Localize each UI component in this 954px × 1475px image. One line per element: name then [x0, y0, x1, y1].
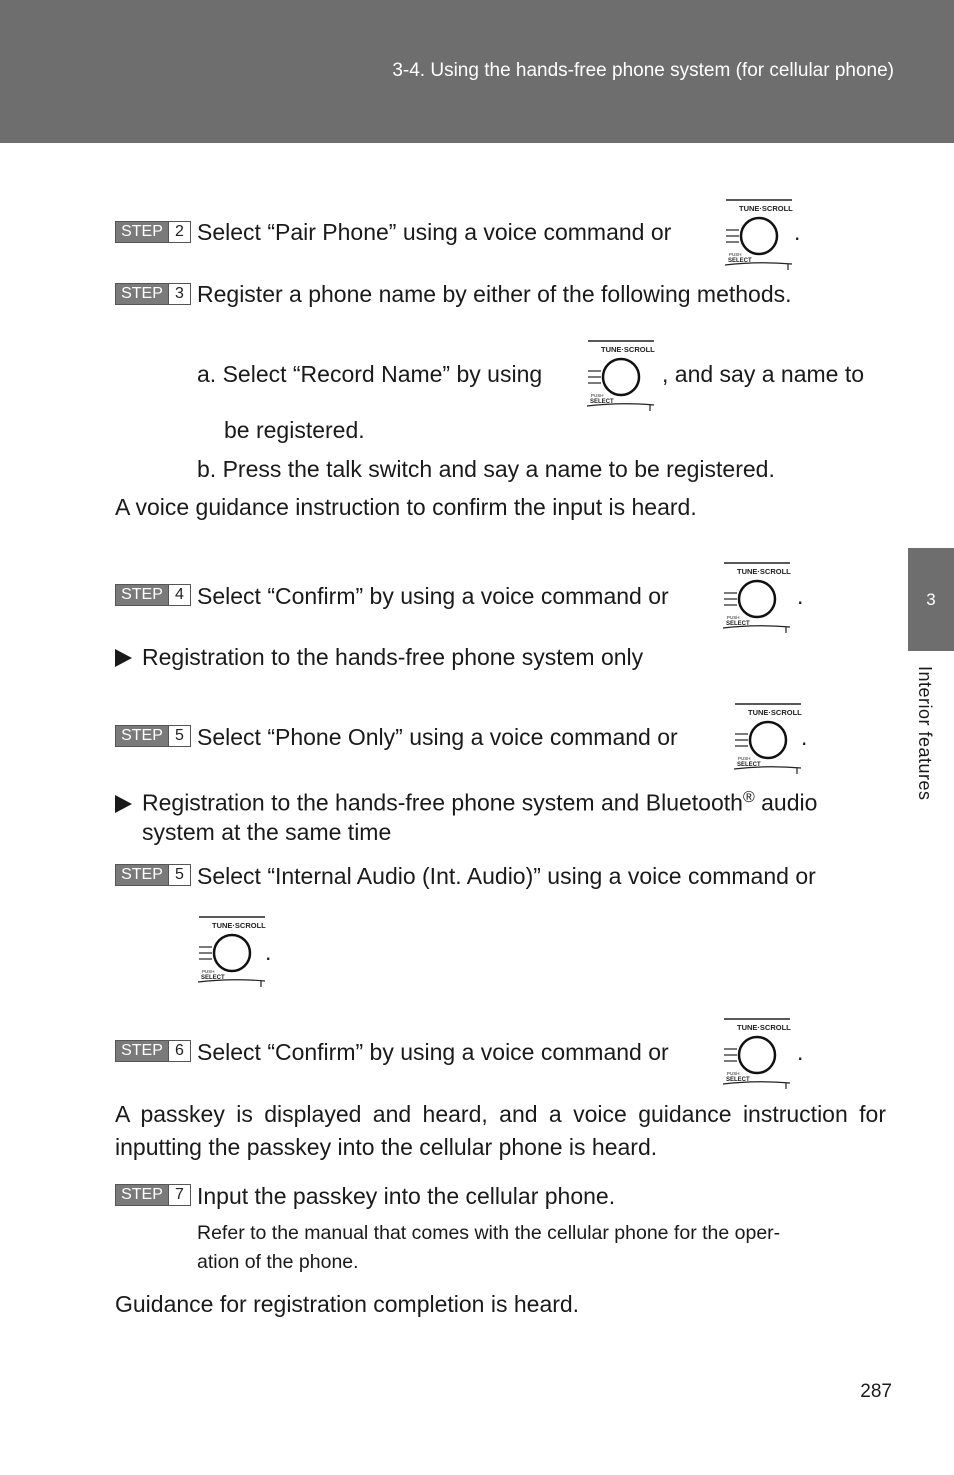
passkey-paragraph: A passkey is displayed and heard, and a voice guidance instruction for inputting the passkey into the cellular phone is heard. [115, 1101, 886, 1160]
page-number: 287 [860, 1381, 892, 1402]
svg-text:PUSH: PUSH [591, 393, 604, 398]
step-badge-4: STEP 4 [115, 584, 191, 606]
subheading-phone-and-audio: Registration to the hands-free phone system and Bluetooth® audio [115, 784, 817, 817]
svg-text:SELECT: SELECT [728, 258, 752, 264]
step-5a-text: Select “Phone Only” using a voice command or [197, 724, 678, 750]
tune-scroll-knob-icon [195, 915, 267, 989]
step-2-period: . [794, 219, 801, 245]
step-3a-text-3: be registered. [224, 417, 365, 443]
completion-text: Guidance for registration completion is heard. [115, 1291, 580, 1317]
chapter-label: Interior features [915, 666, 935, 801]
tune-scroll-knob-icon [731, 702, 803, 776]
svg-text:SELECT: SELECT [726, 621, 750, 627]
step-6-text: Select “Confirm” by using a voice command or [197, 1039, 669, 1065]
chapter-number: 3 [926, 589, 936, 609]
triangle-bullet-icon [115, 795, 132, 813]
subheading-phone-and-audio-2: system at the same time [142, 819, 392, 845]
step-badge-7: STEP 7 [115, 1184, 191, 1206]
tune-scroll-knob-icon [720, 561, 792, 635]
step-5b-text: Select “Internal Audio (Int. Audio)” using a voice command or [197, 863, 816, 889]
page-header [0, 0, 954, 143]
svg-text:TUNE·SCROLL: TUNE·SCROLL [601, 345, 655, 354]
step-4-period: . [797, 583, 804, 609]
svg-text:TUNE·SCROLL: TUNE·SCROLL [212, 921, 266, 930]
triangle-bullet-icon [115, 649, 132, 667]
step-7-text: Input the passkey into the cellular phone. [197, 1183, 616, 1209]
step-badge-2: STEP 2 [115, 221, 191, 243]
tune-scroll-knob-icon [584, 339, 656, 413]
step-badge-5b: STEP 5 [115, 864, 191, 886]
svg-text:PUSH: PUSH [729, 252, 742, 257]
step-5b-period: . [265, 939, 272, 965]
step-5a-period: . [801, 724, 808, 750]
section-title: 3-4. Using the hands-free phone system (for cellular phone) [392, 60, 894, 81]
step-3-result: A voice guidance instruction to confirm the input is heard. [115, 494, 697, 520]
svg-text:PUSH: PUSH [727, 1071, 740, 1076]
svg-text:TUNE·SCROLL: TUNE·SCROLL [737, 1023, 791, 1032]
svg-text:SELECT: SELECT [737, 762, 761, 768]
svg-text:SELECT: SELECT [201, 975, 225, 981]
chapter-tab [908, 548, 954, 651]
subheading-phone-only: Registration to the hands-free phone system only [115, 643, 643, 671]
step-3a-text-2: , and say a name to [662, 361, 865, 387]
svg-text:PUSH: PUSH [727, 615, 740, 620]
step-3b-text: b. Press the talk switch and say a name to be registered. [197, 456, 775, 482]
step-6-period: . [797, 1039, 804, 1065]
step-2-text: Select “Pair Phone” using a voice command or [197, 219, 672, 245]
step-4-text: Select “Confirm” by using a voice command or [197, 583, 669, 609]
tune-scroll-knob-icon [722, 198, 794, 272]
svg-text:PUSH: PUSH [738, 756, 751, 761]
step-badge-6: STEP 6 [115, 1040, 191, 1062]
svg-text:SELECT: SELECT [590, 399, 614, 405]
step-3a-text: a. Select “Record Name” by using [197, 361, 543, 387]
step-3-text: Register a phone name by either of the following methods. [197, 281, 792, 307]
step-7-note: Refer to the manual that comes with the cellular phone for the oper- [197, 1222, 781, 1244]
svg-text:TUNE·SCROLL: TUNE·SCROLL [748, 708, 802, 717]
step-badge-3: STEP 3 [115, 283, 191, 305]
svg-text:PUSH: PUSH [202, 969, 215, 974]
step-7-note-2: ation of the phone. [197, 1251, 359, 1273]
svg-text:SELECT: SELECT [726, 1077, 750, 1083]
step-badge-5: STEP 5 [115, 725, 191, 747]
svg-text:TUNE·SCROLL: TUNE·SCROLL [739, 204, 793, 213]
svg-text:TUNE·SCROLL: TUNE·SCROLL [737, 567, 791, 576]
tune-scroll-knob-icon [720, 1017, 792, 1091]
